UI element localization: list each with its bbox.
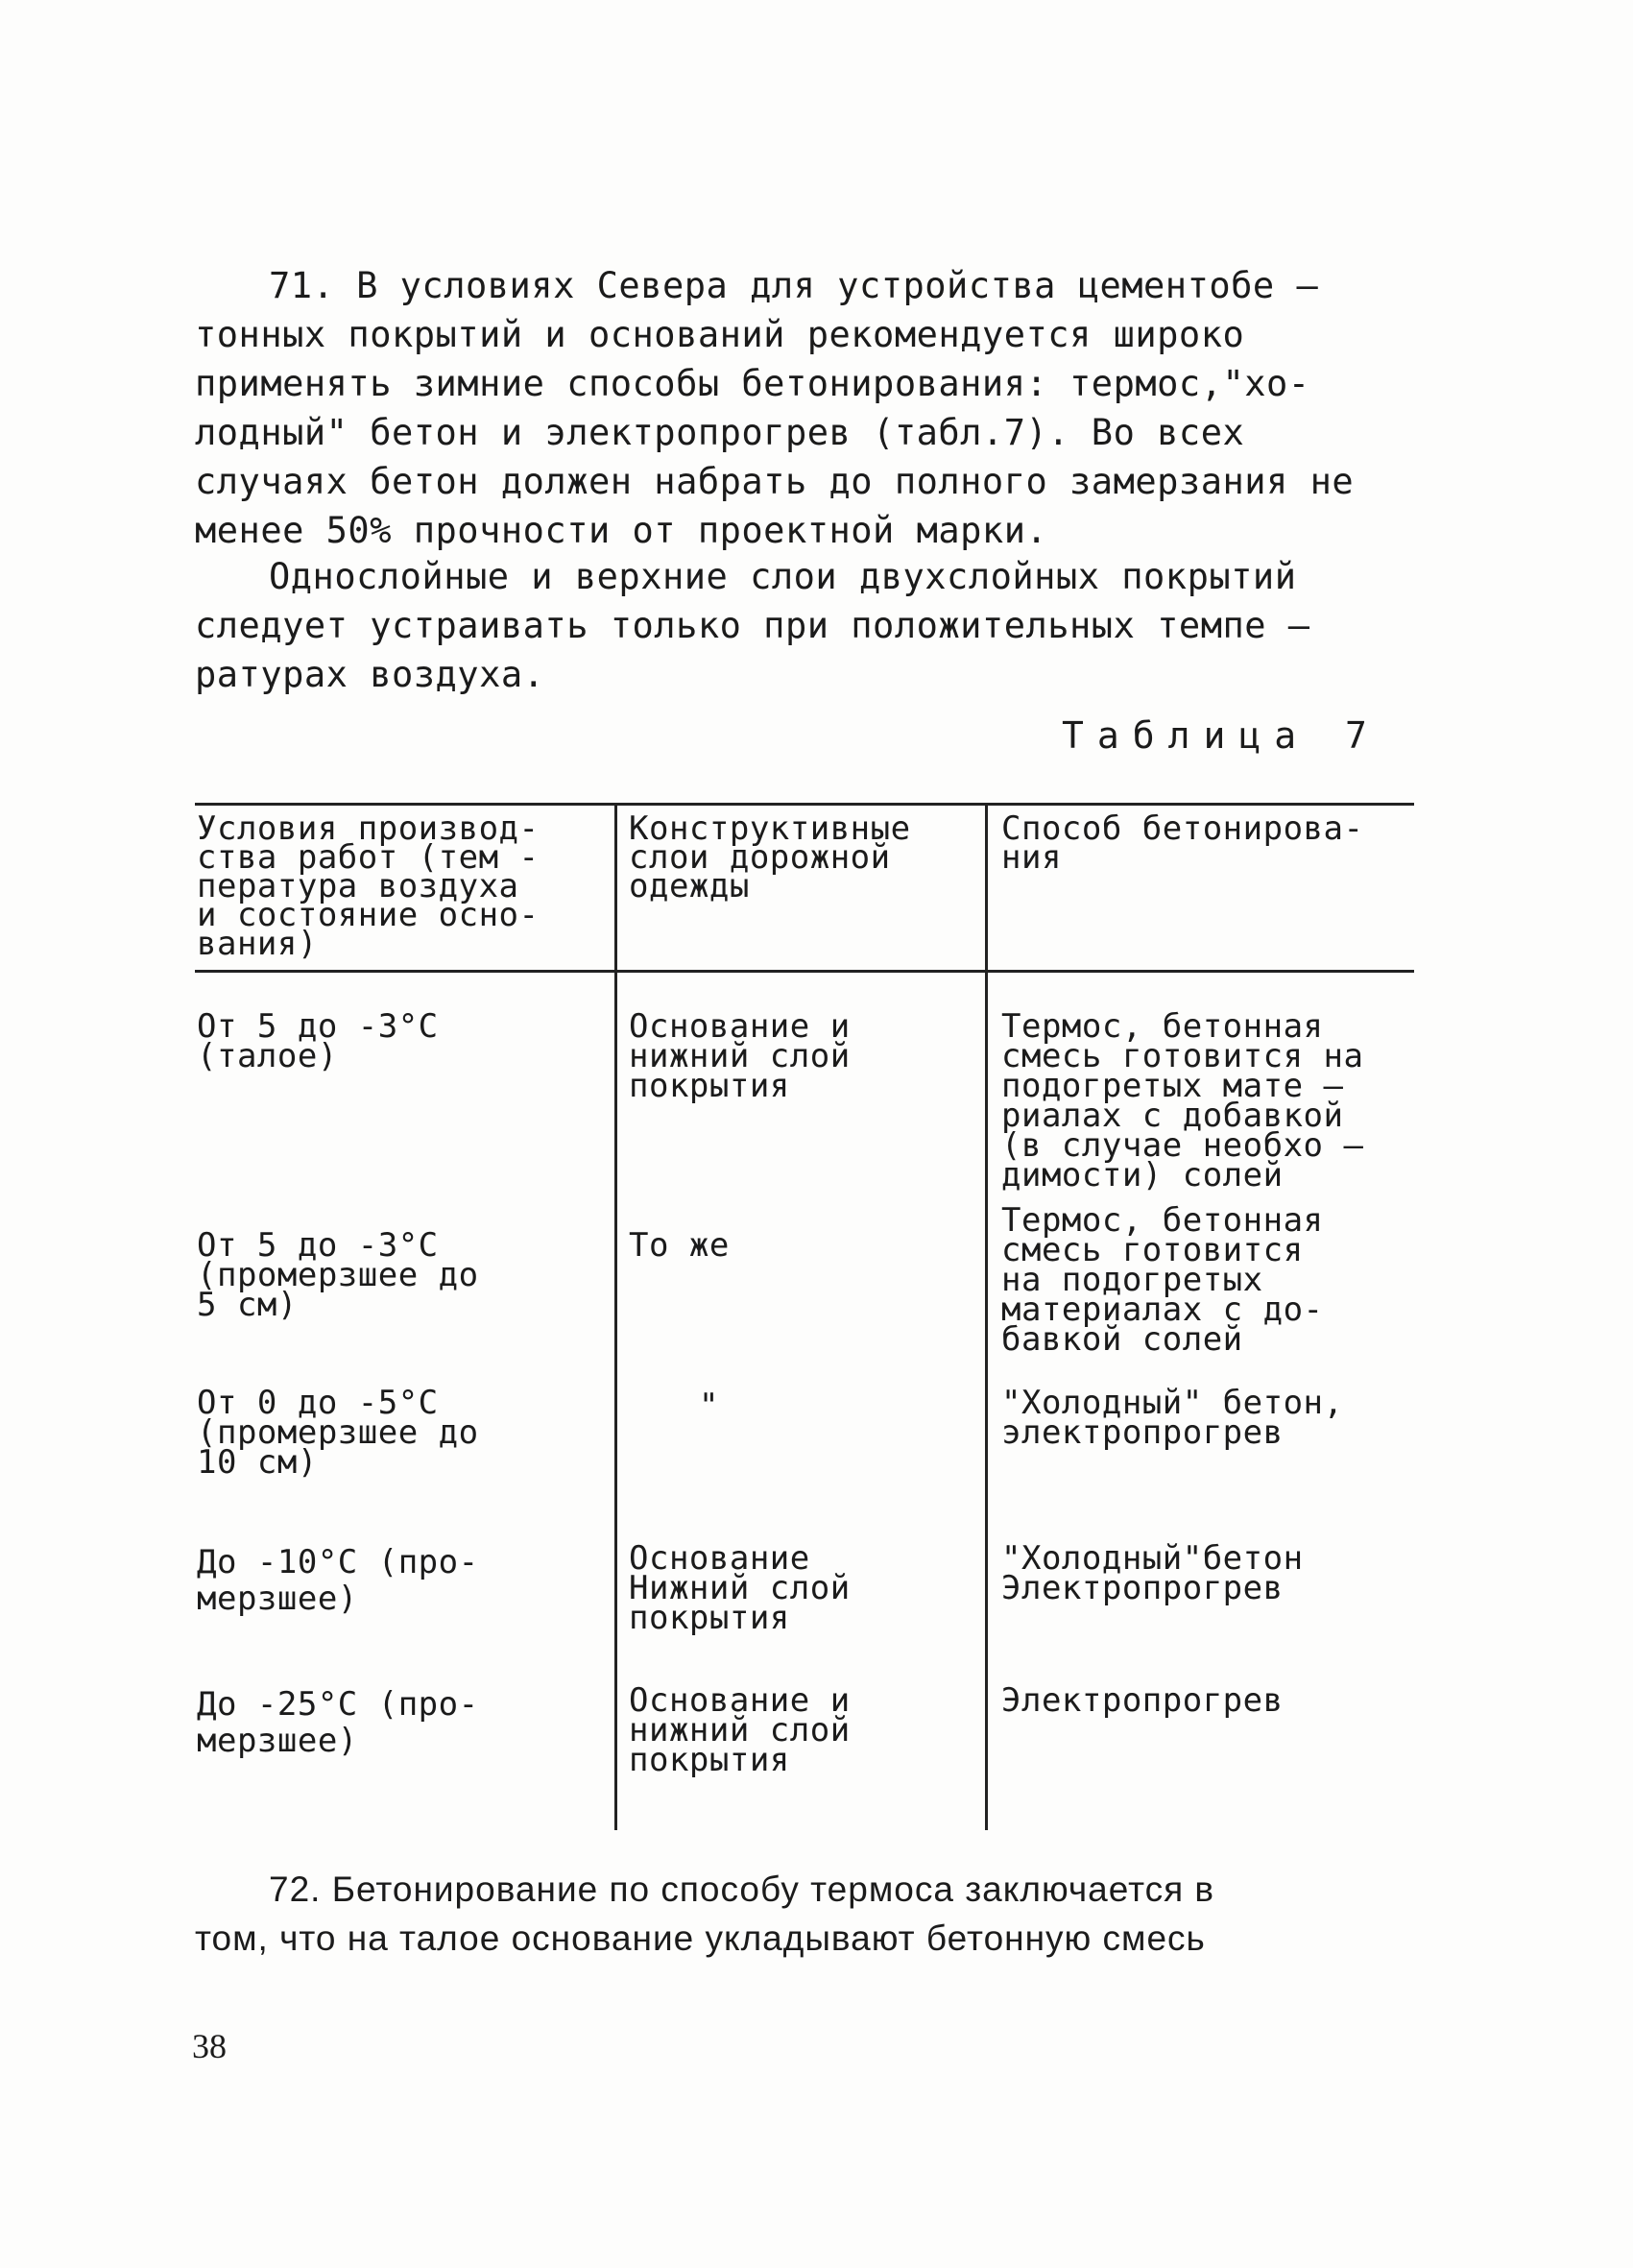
header-layers: Конструктивные слои дорожной одежды [629,809,911,905]
row-5-method: Электропрогрев [1001,1681,1284,1720]
text-line: применять зимние способы бетонирования: термос,"хо- [195,363,1310,404]
text-line: случаях бетон должен набрать до полного замерзания не [195,461,1355,502]
row-1-conditions: От 5 до -3°С (талое) [197,1007,439,1075]
table-header-rule [195,970,1414,973]
text-line: 71. В условиях Севера для устройства цементобе – [269,265,1319,306]
text-line: менее 50% прочности от проектной марки. [195,510,1048,551]
row-3-conditions: От 0 до -5°С (промерзшее до 10 см) [197,1384,479,1482]
column-divider-2 [985,803,988,1830]
row-3-method: "Холодный" бетон, электропрогрев [1001,1384,1344,1452]
header-method: Способ бетонирова- ния [1001,809,1364,877]
row-5-layers: Основание и нижний слой покрытия [629,1681,851,1779]
text-line: 72. Бетонирование по способу термоса заключается в [269,1870,1215,1909]
text-line: лодный" бетон и электропрогрев (табл.7). Во всех [195,412,1245,453]
page-number: 38 [192,2027,227,2065]
row-5-conditions: До -25°С (про- мерзшее) [197,1685,479,1760]
table-top-rule [195,803,1414,806]
row-4-layers: Основание Нижний слой покрытия [629,1539,851,1637]
table-caption: Таблица 7 [1062,714,1381,757]
row-1-layers: Основание и нижний слой покрытия [629,1007,851,1105]
row-2-conditions: От 5 до -3°С (промерзшее до 5 см) [197,1226,479,1324]
header-conditions: Условия производ- ства работ (тем - пература воздуха и состояние осно- вания) [197,809,540,963]
row-4-conditions: До -10°С (про- мерзшее) [197,1543,479,1618]
paragraph-71-continued [195,552,1406,699]
row-4-method: "Холодный"бетон Электропрогрев [1001,1539,1304,1607]
row-2-layers: То же [629,1226,730,1265]
row-2-method: Термос, бетонная смесь готовится на подогретых материалах с до- бавкой солей [1001,1201,1324,1359]
text-line: ратурах воздуха. [195,654,545,695]
table-7 [195,803,1414,1830]
text-line: Однослойные и верхние слои двухслойных покрытий [269,556,1297,597]
row-3-layers-ditto: " [699,1387,719,1425]
text-line: тонных покрытий и оснований рекомендуется широко [195,314,1245,355]
row-1-method: Термос, бетонная смесь готовится на подогретых мате – риалах с добавкой (в случае необхо – димости) солей [1001,1007,1364,1194]
column-divider-1 [614,803,617,1830]
text-line: том, что на талое основание укладывают бетонную смесь [195,1918,1206,1958]
paragraph-72 [195,1865,1406,1963]
paragraph-71 [195,261,1406,555]
text-line: следует устраивать только при положительных темпе – [195,605,1310,646]
